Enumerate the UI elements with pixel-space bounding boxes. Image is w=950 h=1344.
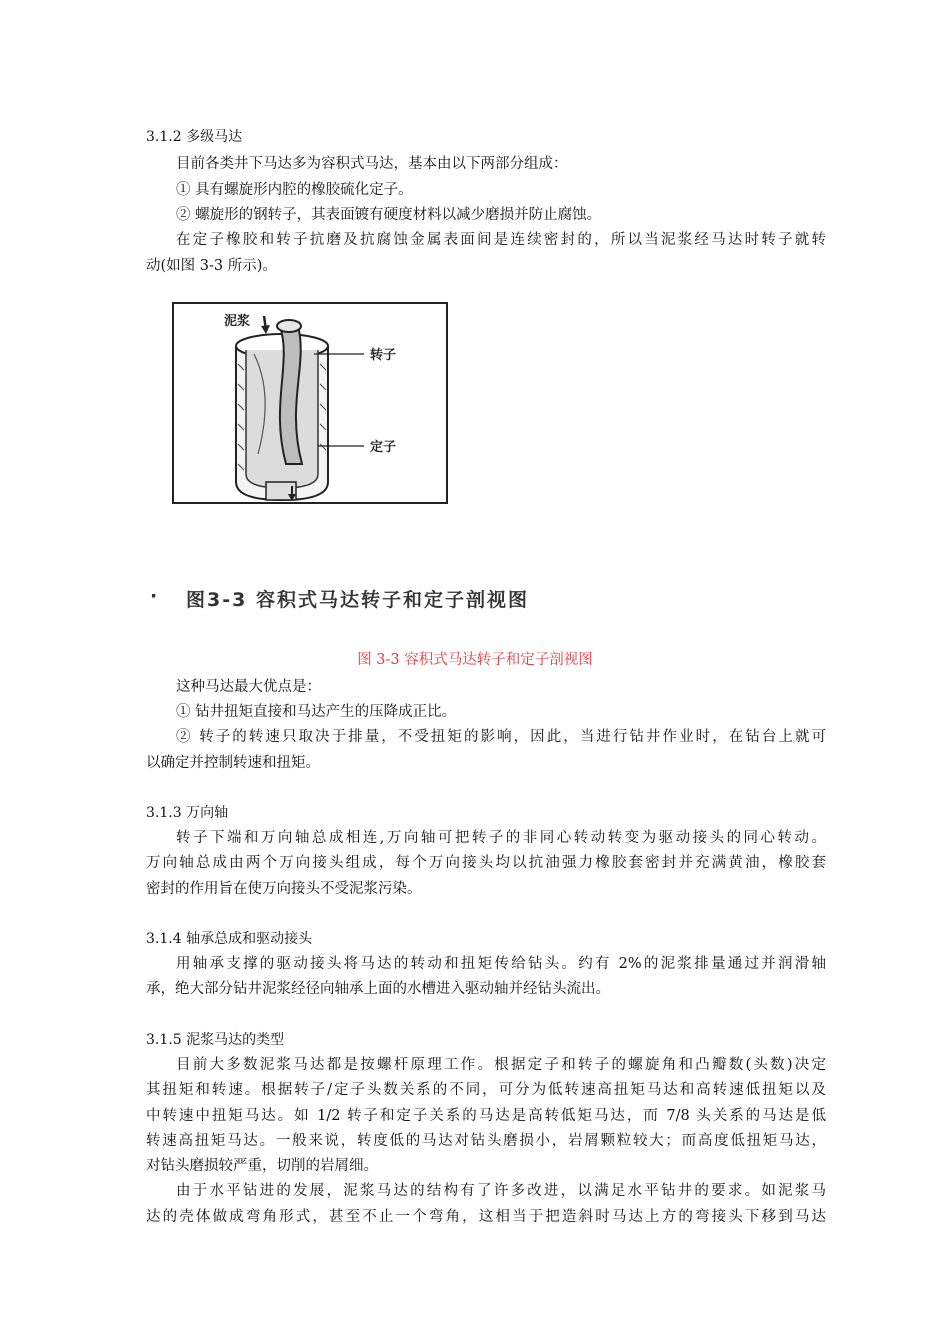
figure-caption: 图 3-3 容积式马达转子和定子剖视图 [357,652,593,668]
paragraph-line: 达的壳体做成弯角形式，甚至不止一个弯角，这相当于把造斜时马达上方的弯接头下移到马达 [146,1209,826,1225]
paragraph-line: 中转速中扭矩马达。如 1/2 转子和定子关系的马达是高转低矩马达，而 7/8 头关系的马达是低 [146,1108,826,1124]
section-heading-3-1-4: 3.1.4 轴承总成和驱动接头 [146,931,313,947]
paragraph-line: 其扭矩和转速。根据转子/定子头数关系的不同，可分为低转速高扭矩马达和高转速低扭矩以及 [146,1082,826,1098]
list-item: ① 具有螺旋形内腔的橡胶硫化定子。 [176,182,413,198]
paragraph-line: 转速高扭矩马达。一般来说，转度低的马达对钻头磨损小，岩屑颗粒较大；而高度低扭矩马达， [146,1133,826,1149]
list-item: ① 钻井扭矩直接和马达产生的压降成正比。 [176,704,457,720]
caption-dot: · [150,585,160,607]
paragraph-line: 目前大多数泥浆马达都是按螺杆原理工作。根据定子和转子的螺旋角和凸瓣数(头数)决定 [176,1057,826,1073]
paragraph-line: 对钻头磨损较严重，切削的岩屑细。 [146,1158,378,1174]
paragraph-line: 由于水平钻进的发展，泥浆马达的结构有了许多改进，以满足水平钻井的要求。如泥浆马 [176,1183,826,1199]
section-heading-3-1-5: 3.1.5 泥浆马达的类型 [146,1032,285,1048]
paragraph-line: 这种马达最大优点是： [176,679,321,695]
paragraph-line: 万向轴总成由两个万向接头组成，每个万向接头均以抗油强力橡胶套密封并充满黄油，橡胶套 [146,855,826,871]
paragraph-line: 密封的作用旨在使万向接头不受泥浆污染。 [146,881,422,897]
paragraph-line: 转子下端和万向轴总成相连,万向轴可把转子的非同心转动转变为驱动接头的同心转动。 [176,830,826,846]
label-stator: 定子 [370,440,397,455]
paragraph-line: 动(如图 3-3 所示)。 [146,258,277,274]
paragraph-line: 目前各类井下马达多为容积式马达，基本由以下两部分组成： [176,156,568,172]
paragraph-line: 以确定并控制转速和扭矩。 [146,755,320,771]
paragraph-line: 承，绝大部分钻井泥浆经径向轴承上面的水槽进入驱动轴并经钻头流出。 [146,981,610,997]
section-heading-3-1-3: 3.1.3 万向轴 [146,805,229,821]
figure-rotor-stator-cutaway [172,302,448,504]
label-mud: 泥浆 [224,314,251,329]
paragraph-line: 在定子橡胶和转子抗磨及抗腐蚀金属表面间是连续密封的，所以当泥浆经马达时转子就转 [176,232,826,248]
motor-cutaway-drawing [174,304,446,502]
list-item: ② 螺旋形的钢转子，其表面镀有硬度材料以减少磨损并防止腐蚀。 [176,207,602,223]
label-rotor: 转子 [370,348,397,363]
paragraph-line: 用轴承支撑的驱动接头将马达的转动和扭矩传给钻头。约有 2%的泥浆排量通过并润滑轴 [176,956,826,972]
list-item: ② 转子的转速只取决于排量，不受扭矩的影响，因此，当进行钻井作业时，在钻台上就可 [176,729,826,745]
section-heading-3-1-2: 3.1.2 多级马达 [146,129,243,145]
figure-scanned-caption [150,585,570,613]
caption-text: 图3-3 容积式马达转子和定子剖视图 [186,589,529,611]
